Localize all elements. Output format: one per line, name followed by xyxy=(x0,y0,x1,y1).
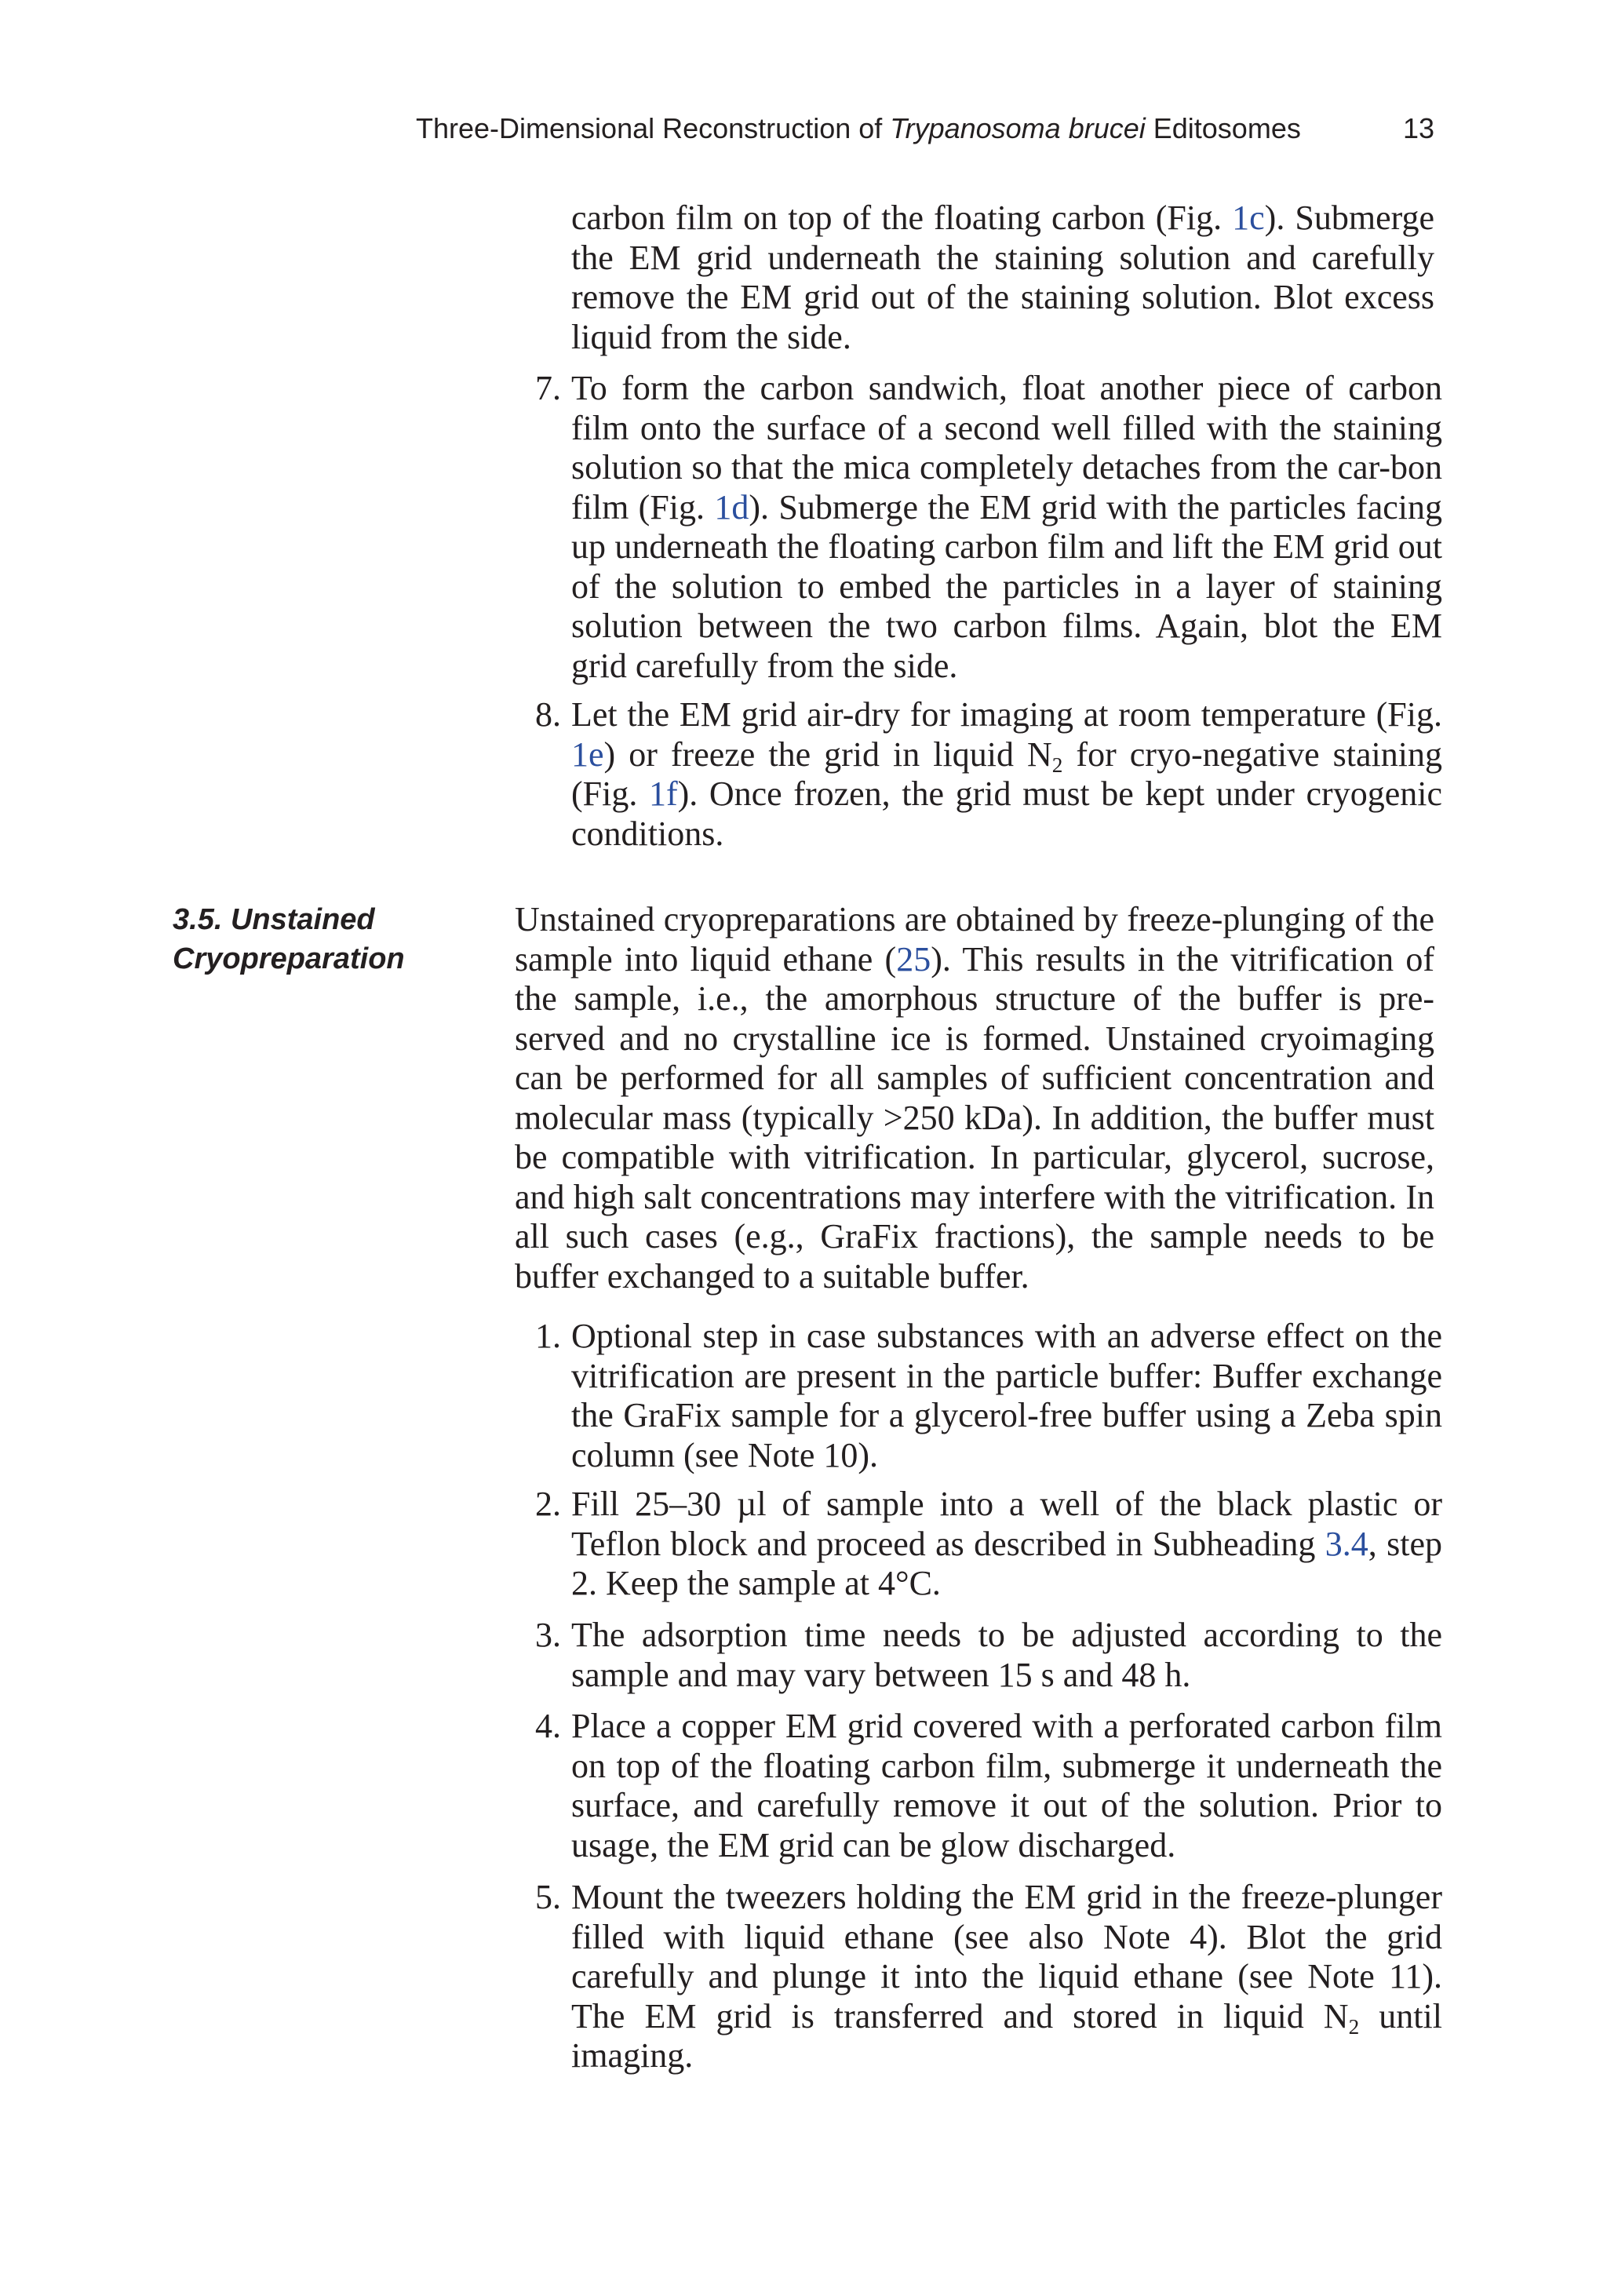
step-number: 4. xyxy=(535,1707,561,1745)
step-text: Fill 25–30 µl of sample into a well of the black plastic or Teflon block and proceed as described in Subheading 3.4, step 2. Keep the sample at 4°C. xyxy=(571,1485,1442,1602)
step-text: To form the carbon sandwich, float another piece of carbon film onto the surface of a second well filled with the staining solution so that the mica completely detaches from the car-bon film (Fig. 1d). Submerge the EM grid with the particles facing up underneath the floating carbon film and lift the EM grid out of the solution to embed the particles in a layer of staining solution between the two carbon films. Again, blot the EM grid carefully from the side. xyxy=(571,369,1442,685)
step-text: Let the EM grid air-dry for imaging at room temperature (Fig. 1e) or freeze the grid in liquid $N_2$ for cryo-negative staining (Fig. 1f). Once frozen, the grid must be kept under cryogenic conditions. xyxy=(571,695,1442,853)
figure-link-1f[interactable]: 1f xyxy=(648,774,678,813)
step-text: Optional step in case substances with an adverse effect on the vitrification are present in the particle buffer: Buffer exchange the GraFix sample for a glycerol-free buffer using a Zeba spin column (see Note 10). xyxy=(571,1317,1442,1474)
subheading-link-3-4[interactable]: 3.4 xyxy=(1325,1524,1368,1563)
subscript-2: 2 xyxy=(1348,2014,1360,2039)
section-paragraph: Unstained cryopreparations are obtained by freeze-plunging of the sample into liquid ethane (25). This results in the vitrification of the sample, i.e., the amorphous structure of the buffer is pre-served and no crystalline ice is formed. Unstained cryoimaging can be performed for all samples of sufficient concentration and molecular mass (typically >250 kDa). In addition, the buffer must be compatible with vitrification. In particular, glycerol, sucrose, and high salt concentrations may interfere with the vitrification. In all such cases (e.g., GraFix fractions), the sample needs to be buffer exchanged to a suitable buffer. xyxy=(515,900,1435,1296)
step-6-continuation: carbon film on top of the floating carbon (Fig. 1c). Submerge the EM grid underneath the staining solution and carefully remove the EM grid out of the staining solution. Blot excess liquid from the side. xyxy=(571,199,1434,356)
figure-link-1e[interactable]: 1e xyxy=(571,734,604,774)
step-text: The adsorption time needs to be adjusted according to the sample and may vary between 15 s and 48 h. xyxy=(571,1616,1442,1694)
reference-link-25[interactable]: 25 xyxy=(896,939,931,979)
figure-link-1d[interactable]: 1d xyxy=(714,487,749,527)
step-number: 3. xyxy=(535,1616,561,1654)
step-number: 5. xyxy=(535,1878,561,1916)
section-heading-line-2: Cryopreparation xyxy=(173,942,405,975)
page-number: 13 xyxy=(1402,112,1434,144)
running-head xyxy=(416,110,1434,148)
step-number: 7. xyxy=(535,369,561,407)
step-text: Mount the tweezers holding the EM grid in the freeze-plunger filled with liquid ethane (see also Note 4). Blot the grid carefully and plunge it into the liquid ethane (see Note 11). The EM grid is transferred and stored in liquid $N_2$ until imaging. xyxy=(571,1878,1442,2075)
step-number: 2. xyxy=(535,1485,561,1523)
subscript-2: 2 xyxy=(1051,753,1063,777)
step-text: Place a copper EM grid covered with a perforated carbon film on top of the floating carbon film, submerge it underneath the surface, and carefully remove it out of the solution. Prior to usage, the EM grid can be glow discharged. xyxy=(571,1707,1442,1864)
running-head-species: Trypanosoma brucei xyxy=(890,112,1146,144)
step-number: 8. xyxy=(535,695,561,734)
section-heading-line-1: 3.5. Unstained xyxy=(173,903,375,936)
figure-link-1c[interactable]: 1c xyxy=(1232,199,1265,237)
step-number: 1. xyxy=(535,1317,561,1355)
section-heading xyxy=(173,900,455,979)
running-head-title: Three-Dimensional Reconstruction of Trypanosoma brucei Editosomes xyxy=(416,112,1301,144)
